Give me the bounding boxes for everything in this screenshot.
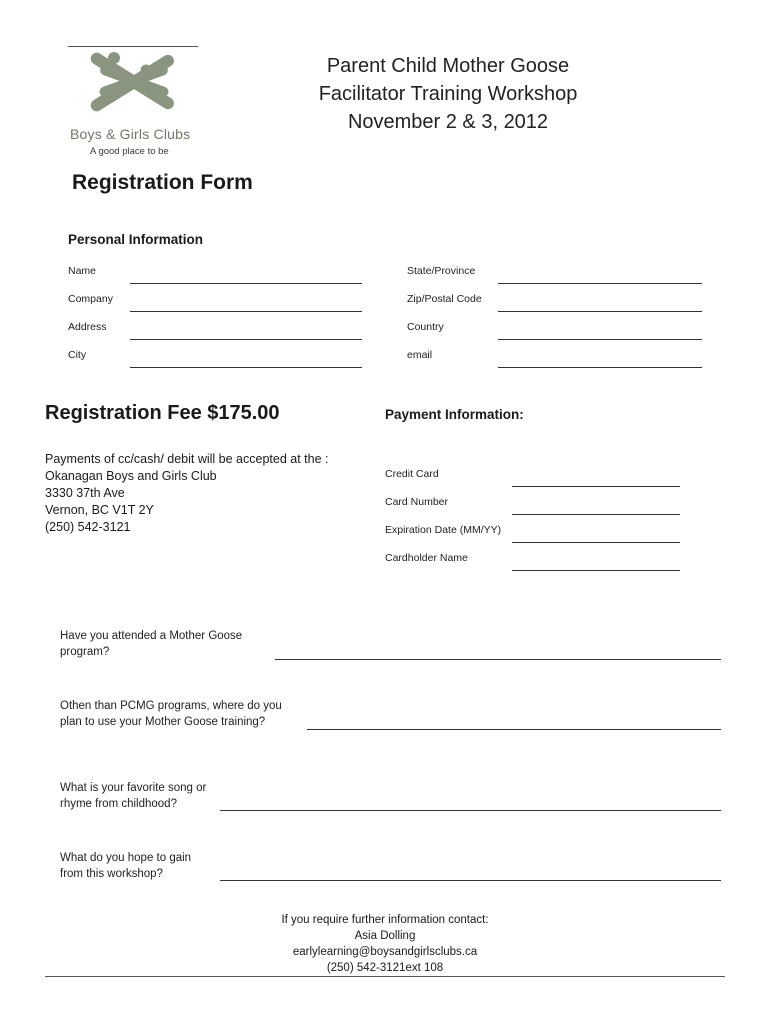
question-attended bbox=[60, 628, 242, 660]
header-rule bbox=[68, 46, 198, 47]
question-line: What do you hope to gain bbox=[60, 852, 192, 864]
credit-card-field[interactable] bbox=[512, 486, 680, 487]
address-label: Address bbox=[68, 321, 107, 333]
personal-info-heading: Personal Information bbox=[68, 232, 204, 247]
credit-card-label: Credit Card bbox=[385, 468, 439, 480]
organization-name: Boys & Girls Clubs bbox=[70, 126, 191, 142]
club-city: Vernon, BC V1T 2Y bbox=[45, 503, 154, 517]
zip-postal-field[interactable] bbox=[498, 311, 702, 312]
footer-rule bbox=[45, 976, 725, 977]
question-line: plan to use your Mother Goose training? bbox=[60, 716, 266, 728]
zip-postal-label: Zip/Postal Code bbox=[407, 293, 482, 305]
company-field[interactable] bbox=[130, 311, 362, 312]
email-label: email bbox=[407, 349, 433, 361]
question-line: program? bbox=[60, 646, 110, 658]
card-number-field[interactable] bbox=[512, 514, 680, 515]
answer-favorite-song-field[interactable] bbox=[220, 810, 721, 811]
question-line: Othen than PCMG programs, where do you bbox=[60, 700, 282, 712]
contact-info bbox=[220, 912, 550, 976]
name-field[interactable] bbox=[130, 283, 362, 284]
event-date: November 2 & 3, 2012 bbox=[347, 111, 549, 133]
cardholder-name-field[interactable] bbox=[512, 570, 680, 571]
boys-girls-clubs-logo bbox=[88, 50, 180, 114]
name-label: Name bbox=[68, 265, 97, 277]
answer-plan-use-field[interactable] bbox=[307, 729, 721, 730]
club-name: Okanagan Boys and Girls Club bbox=[45, 469, 217, 483]
question-line: from this workshop? bbox=[60, 868, 163, 880]
event-title bbox=[300, 52, 596, 136]
question-line: rhyme from childhood? bbox=[60, 798, 177, 810]
contact-person: Asia Dolling bbox=[354, 930, 416, 942]
country-label: Country bbox=[407, 321, 444, 333]
question-line: What is your favorite song or bbox=[60, 782, 207, 794]
event-title-line-2: Facilitator Training Workshop bbox=[318, 83, 578, 105]
company-label: Company bbox=[68, 293, 113, 305]
expiration-date-field[interactable] bbox=[512, 542, 680, 543]
event-title-line-1: Parent Child Mother Goose bbox=[326, 55, 570, 77]
form-title: Registration Form bbox=[72, 171, 253, 194]
payment-info-heading: Payment Information: bbox=[385, 407, 524, 422]
registration-fee-title: Registration Fee $175.00 bbox=[45, 402, 280, 424]
answer-hope-to-gain-field[interactable] bbox=[220, 880, 721, 881]
organization-tagline: A good place to be bbox=[90, 146, 169, 157]
state-province-field[interactable] bbox=[498, 283, 702, 284]
club-phone: (250) 542-3121 bbox=[45, 520, 131, 534]
state-province-label: State/Province bbox=[407, 265, 476, 277]
card-number-label: Card Number bbox=[385, 496, 449, 508]
country-field[interactable] bbox=[498, 339, 702, 340]
city-field[interactable] bbox=[130, 367, 362, 368]
city-label: City bbox=[68, 349, 87, 361]
question-hope-to-gain bbox=[60, 850, 191, 882]
cardholder-name-label: Cardholder Name bbox=[385, 552, 468, 564]
contact-email[interactable]: earlylearning@boysandgirlsclubs.ca bbox=[292, 946, 478, 958]
question-favorite-song bbox=[60, 780, 206, 812]
question-line: Have you attended a Mother Goose bbox=[60, 630, 243, 642]
address-field[interactable] bbox=[130, 339, 362, 340]
club-street: 3330 37th Ave bbox=[45, 486, 125, 500]
contact-phone: (250) 542-3121ext 108 bbox=[326, 962, 444, 974]
payment-note: Payments of cc/cash/ debit will be accepted at the : bbox=[45, 452, 329, 466]
contact-intro: If you require further information contact: bbox=[281, 914, 489, 926]
payment-location bbox=[45, 451, 328, 536]
answer-attended-field[interactable] bbox=[275, 659, 721, 660]
expiration-date-label: Expiration Date (MM/YY) bbox=[385, 524, 502, 536]
email-field[interactable] bbox=[498, 367, 702, 368]
question-plan-use bbox=[60, 698, 282, 730]
